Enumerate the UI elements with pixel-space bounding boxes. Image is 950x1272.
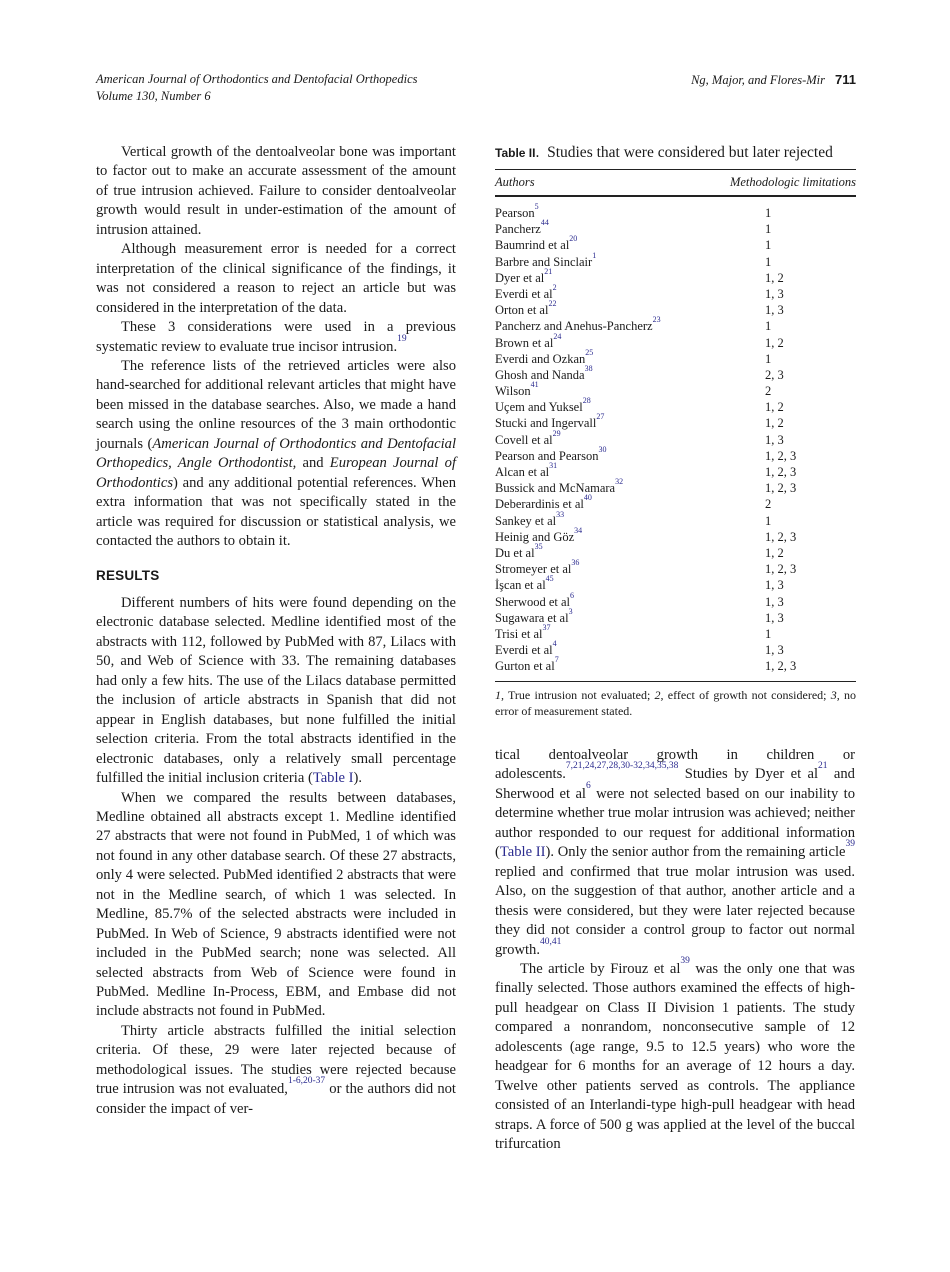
author-cell: Stromeyer et $al^{36}$ [495, 558, 580, 577]
limitations-cell: 1 [765, 319, 772, 334]
author-cell: Deberardinis et $al^{40}$ [495, 493, 592, 512]
table-ii [495, 143, 856, 719]
citation-link[interactable]: 2 [552, 282, 557, 292]
limitations-cell: 1 [765, 626, 772, 641]
author-cell: Dyer et $al^{21}$ [495, 266, 553, 285]
citation-link[interactable]: 39 [680, 955, 690, 966]
table-row [495, 477, 856, 496]
limitations-cell: 1, 2 [765, 400, 784, 415]
citation-link[interactable]: 7 [554, 655, 559, 665]
citation-link[interactable]: 37 [542, 622, 551, 632]
paragraph: The article by Firouz et $al^{39}$ was the only one that was finally selected. Those authors examined the effects of high-pull headgear on Class II Division 1 patients. The study compared a nonrandom, nonconsecutive sample of 12 adolescents (age range, 9.5 to 12.5 years) who wore the headgear for 6 months for an average of 12 hours a day. Twelve other patients served as controls. The appliance consisted of an Interlandi-type high-pull headgear with head straps. A force of 500 g was applied at the level of the buccal trifurcation [495, 955, 855, 1153]
citation-link[interactable]: 7,21,24,27,28,30-32,34,35,38 [565, 761, 679, 772]
author-cell: Everdi et $al^4$ [495, 639, 557, 658]
limitations-cell: 1, 3 [765, 610, 784, 625]
citation-link[interactable]: 22 [548, 299, 557, 309]
author-cell: Pearson$^5$ [495, 202, 539, 220]
author-cell: Orton et $al^{22}$ [495, 299, 557, 318]
limitations-cell: 1 [765, 238, 772, 253]
citation-link[interactable]: 36 [571, 558, 580, 568]
paragraph: When we compared the results between databases, Medline obtained all abstracts except 1. Medline identified 27 abstracts that were not found in PubMed, 1 of which was not found in any other database search. Of these 27 abstracts, only 4 were selected. PubMed identified 2 abstracts that were not in the Medline search, of which 1 was selected. In Medline, 85.7% of the selected abstracts were included in PubMed. In Web of Science, 9 abstracts identified were not included in the PubMed search; none was selected. All selected abstracts from Web of Science were found in PubMed. Medline In-Process, EBM, and Embase did not include abstracts not found in PubMed. [96, 789, 456, 1020]
table-row [495, 363, 856, 383]
author-cell: Bussick and McNamara$^{32}$ [495, 477, 624, 496]
limitations-cell: 1, 2 [765, 416, 784, 431]
limitations-cell: 1, 2, 3 [765, 529, 797, 544]
table-row [495, 315, 856, 334]
table-row [495, 396, 856, 415]
table-caption: Table II. Studies that were considered but later rejected [495, 144, 833, 161]
citation-link[interactable]: 35 [534, 541, 543, 551]
limitations-cell: 1, 3 [765, 286, 784, 301]
limitations-cell: 1 [765, 351, 772, 366]
table-row [495, 234, 856, 253]
table-row [495, 493, 856, 512]
author-cell: Barbre and Sinclair$^1$ [495, 250, 597, 269]
citation-link[interactable]: 20 [569, 234, 578, 244]
table-footnote: 1, True intrusion not evaluated; 2, effect of growth not considered; 3, no error of measurement stated. [495, 688, 856, 719]
paragraph: Vertical growth of the dentoalveolar bone was important to factor out to make an accurate assessment of the amount of true intrusion achieved. Failure to consider dentoalveolar growth would result in under-estimation of the amount of intrusion attained. [96, 144, 456, 238]
paragraph: Thirty article abstracts fulfilled the initial selection criteria. Of these, 29 were later rejected because of methodological issues. The studies were rejected because true intrusion was not evaluated,$^{1-6,20-37}$ or the authors did not consider the impact of ver- [96, 1022, 456, 1117]
author-cell: Trisi et $al^{37}$ [495, 622, 551, 641]
citation-link[interactable]: 1 [592, 250, 597, 260]
citation-link[interactable]: 32 [615, 477, 624, 487]
section-heading-results: RESULTS [96, 567, 160, 583]
paragraph: The reference lists of the retrieved articles were also hand-searched for additional relevant articles that might have been missed in the database searches. Also, we made a hand search using the online resources of the 3 main orthodontic journals (American Journal of Orthodontics and Dentofacial Orthopedics, Angle Orthodontist, and European Journal of Orthodontics) and any additional potential references. When extra information that was not specifically stated in the article was required for discussion or statistical analysis, we contacted the authors to obtain it. [96, 357, 457, 550]
column-header-limitations: Methodologic limitations [729, 175, 856, 189]
author-cell: Pancherz$^{44}$ [495, 218, 549, 237]
author-cell: Pancherz and Anehus-Pancherz$^{23}$ [495, 315, 661, 334]
journal-title: American Journal of Orthodontics and Dentofacial Orthopedics [96, 72, 418, 86]
table-row [495, 541, 856, 561]
table-row [495, 299, 856, 318]
author-cell: Sherwood et $al^6$ [495, 590, 574, 609]
limitations-cell: 1, 2, 3 [765, 481, 797, 496]
citation-link[interactable]: 19 [397, 333, 407, 344]
author-cell: Ghosh and Nanda$^{38}$ [495, 363, 593, 382]
limitations-cell: 1, 3 [765, 303, 784, 318]
citation-link[interactable]: 33 [556, 509, 565, 519]
right-column [495, 746, 855, 1155]
author-cell: Everdi et $al^2$ [495, 282, 557, 301]
citation-link[interactable]: 27 [596, 412, 605, 422]
table-row [495, 380, 856, 399]
citation-link[interactable]: 1-6,20-37 [287, 1076, 326, 1087]
author-cell: Wilson$^{41}$ [495, 380, 539, 399]
table-row [495, 461, 856, 480]
paragraph: Although measurement error is needed for a correct interpretation of the clinical significance of the findings, it was not considered a reason to reject an article but was considered in the interpretation of the data. [96, 241, 456, 316]
limitations-cell: 1, 3 [765, 594, 784, 609]
limitations-cell: 1, 2 [765, 270, 784, 285]
table-row [495, 412, 856, 431]
limitations-cell: 2 [765, 497, 772, 512]
table-row [495, 574, 856, 593]
journal-volume: Volume 130, Number 6 [96, 89, 211, 103]
table-row [495, 218, 856, 237]
table-header [495, 170, 856, 195]
citation-link[interactable]: 29 [552, 428, 561, 438]
table-row [495, 347, 856, 367]
table-row [495, 428, 856, 448]
table-body [495, 197, 856, 681]
citation-link[interactable]: 21 [544, 266, 553, 276]
citation-link[interactable]: 5 [534, 202, 539, 211]
citation-link[interactable]: 45 [545, 574, 554, 584]
limitations-cell: 1, 2, 3 [765, 562, 797, 577]
limitations-cell: 1, 3 [765, 643, 784, 658]
citation-link[interactable]: 44 [540, 218, 549, 228]
citation-link[interactable]: 24 [553, 331, 562, 341]
limitations-cell: 1 [765, 254, 772, 269]
limitations-cell: 1, 2 [765, 545, 784, 560]
citation-link[interactable]: 38 [584, 363, 593, 373]
citation-link[interactable]: 39 [845, 839, 855, 850]
citation-link[interactable]: 6 [586, 780, 591, 791]
page-number: 711 [835, 72, 856, 87]
author-cell: Heinig and Göz$^{34}$ [495, 525, 583, 544]
column-header-authors: Authors [495, 175, 535, 189]
citation-link[interactable]: 21 [818, 761, 828, 772]
author-cell: Stucki and Ingervall$^{27}$ [495, 412, 605, 431]
limitations-cell: 1 [765, 206, 772, 220]
author-cell: Uçem and Yuksel$^{28}$ [495, 396, 591, 415]
author-cell: Baumrind et $al^{20}$ [495, 234, 578, 253]
paragraph: These 3 considerations were used in a previous systematic review to evaluate true incisor intrusion.$^{19}$ [96, 319, 456, 355]
running-head-right [691, 71, 856, 89]
table-row [495, 622, 856, 642]
table-row [495, 509, 856, 529]
paragraph: tical dentoalveolar growth in children or adolescents.$^{7,21,24,27,28,30-32,34,35,38}$ Studies by Dyer et $al^{21}$ and Sherwood et $al^6$ were not selected based on our inability to determine whether true molar intrusion was achieved; neither author responded to our request for additional information (Table II). Only the senior author from the remaining article$^{39}$ replied and confirmed that true molar intrusion was used. Also, on the suggestion of that author, another article and a thesis were considered, but they were later rejected because they did not consider a control group to factor out normal growth.$^{40,41}$ [495, 747, 856, 958]
limitations-cell: 2 [765, 384, 772, 399]
limitations-cell: 1, 2, 3 [765, 448, 797, 463]
limitations-cell: 1 [765, 513, 772, 528]
table-row [495, 655, 856, 674]
limitations-cell: 1, 2, 3 [765, 465, 797, 479]
table-row [495, 331, 856, 351]
citation-link[interactable]: 40,41 [540, 936, 562, 947]
limitations-cell: 1, 2, 3 [765, 659, 797, 674]
citation-link[interactable]: 6 [569, 590, 574, 600]
author-cell: Covell et $al^{29}$ [495, 428, 561, 447]
author-cell: Sugawara et $al^3$ [495, 606, 573, 625]
table-row [495, 590, 856, 610]
citation-link[interactable]: 31 [549, 461, 558, 470]
citation-link[interactable]: 25 [585, 347, 594, 357]
article-authors: Ng, Major, and Flores-Mir [691, 73, 826, 87]
author-cell: Alcan et $al^{31}$ [495, 461, 558, 479]
table-i-link[interactable]: Table I [312, 770, 354, 787]
limitations-cell: 1, 3 [765, 432, 784, 447]
author-cell: Brown et $al^{24}$ [495, 331, 562, 350]
author-cell: Gurton et $al^7$ [495, 655, 559, 674]
table-row [495, 202, 856, 221]
author-cell: Pearson and Pearson$^{30}$ [495, 444, 607, 463]
citation-link[interactable]: 41 [530, 380, 539, 390]
limitations-cell: 1, 2 [765, 335, 784, 350]
citation-link[interactable]: 23 [652, 315, 661, 325]
author-cell: Du et $al^{35}$ [495, 541, 543, 560]
table-bottom-rule [495, 681, 856, 682]
limitations-cell: 1, 3 [765, 578, 784, 593]
paragraph: Different numbers of hits were found depending on the electronic database selected. Medline identified most of the abstracts with 112, followed by PubMed with 87, Lilacs with 50, and Web of Science with 33. The remaining databases had only a few hits. The use of the Lilacs database permitted the inclusion of article abstracts in Spanish that did not appear in English databases, but none fulfilled the initial selection criteria. From the total abstracts identified in the electronic databases, only a relatively small percentage fulfilled the initial inclusion criteria (Table I). [96, 594, 456, 787]
author-cell: Sankey et $al^{33}$ [495, 509, 565, 528]
author-cell: Everdi and Ozkan$^{25}$ [495, 347, 594, 366]
citation-link[interactable]: 28 [582, 396, 591, 406]
table-row [495, 639, 856, 658]
table-ii-link[interactable]: Table II [499, 844, 546, 861]
citation-link[interactable]: 30 [598, 444, 607, 454]
citation-link[interactable]: 40 [583, 493, 592, 503]
table-row [495, 525, 856, 545]
running-head-left [96, 71, 418, 105]
limitations-cell: 2, 3 [765, 367, 784, 382]
citation-link[interactable]: 3 [568, 606, 573, 616]
table-row [495, 266, 856, 286]
left-column [96, 143, 456, 1119]
author-cell: İşcan et $al^{45}$ [495, 574, 554, 593]
limitations-cell: 1 [765, 222, 772, 237]
citation-link[interactable]: 4 [552, 639, 557, 649]
citation-link[interactable]: 34 [574, 525, 583, 535]
